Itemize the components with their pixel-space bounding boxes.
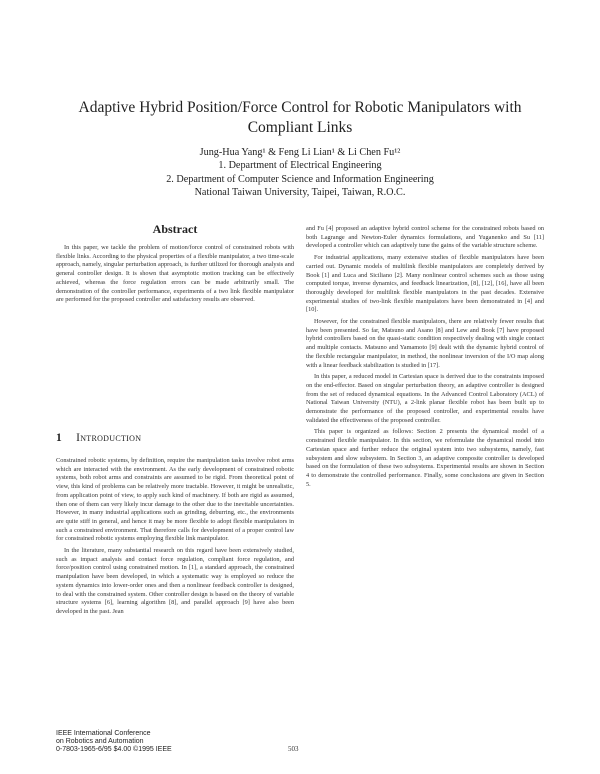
conference-footer (56, 730, 172, 753)
affiliation-3: National Taiwan University, Taipei, Taiwan, R.O.C. (194, 187, 406, 199)
paper-title (40, 98, 560, 138)
paper-title-line-2: Compliant Links (247, 119, 353, 136)
abstract-heading: Abstract (152, 222, 198, 236)
abstract-body (56, 244, 294, 308)
paper-title-line-1: Adaptive Hybrid Position/Force Control for Robotic Manipulators with (78, 99, 522, 116)
section-1-heading (56, 432, 141, 444)
author-block (60, 146, 540, 200)
affiliation-2: 2. Department of Computer Science and Information Engineering (166, 173, 434, 185)
intro-paragraph-2: In the literature, many substantial research on this regard have been extensively studied, such as impact analysis and contact force regulation, compliant force regulation, and force/position control using constrained motion. In [1], a standard approach, the constrained manipulation have been developed, in which a systematic way is employed so reduce the system dynamics into lower-order ones and then a nonlinear feedback controller is designed, to deal with the constrained system. Other controller design is based on the theory of variable structure systems [6], learning algorithm [8], and parallel approach [9] have also been developed in the past. Jean (56, 547, 294, 615)
conference-name-line-2: on Robotics and Automation (56, 737, 144, 745)
abstract-text: In this paper, we tackle the problem of motion/force control of constrained robots with flexible links. According to the physical properties of a flexible manipulator, a two time-scale approach, namely, singular perturbation approach, is further utilized for thorough analysis and general controller design. It is shown that asymptotic motion tracking can be effectively achieved, whereas the force regulation errors can be made arbitrarily small. The demonstration of the controller performance, experiments of a two link flexible manipulator are performed for the proposed controller and satisfactory results are observed. (56, 244, 294, 304)
copyright-code: 0-7803-1965-6/95 $4.00 ©1995 IEEE (56, 745, 172, 753)
right-paragraph-1: and Fu [4] proposed an adaptive hybrid control scheme for the constrained robots based on both Lagrange and Newton-Euler dynamics formulations, and Yuganenko and Su [11] developed a controller which can adaptively tune the gains of the variable structure scheme. (306, 225, 544, 250)
left-column-body (56, 457, 294, 620)
intro-paragraph-1: Constrained robotic systems, by definition, require the manipulation tasks involve robot arms which are interacted with the environment. As the early development of constrained robotic systems, both robot arms and constraints are assumed to be rigid. From theoretical point of view, this kind of problems can be relatively more tractable. However, it might be unrealistic, from application point of view, to apply such kind of machinery. If both are rigid as assumed, then one of them can very likely incur damage to the other due to the inevitable uncertainties. However, in many industrial applications such as grinding, deburring, etc., the environments are quite stiff in general, and hence it may be more flexible to adopt flexible manipulators in such a constrained environment. That therefore calls for development of a proper control law for constrained robotic systems employing flexible link manipulator. (56, 457, 294, 543)
right-paragraph-3: However, for the constrained flexible manipulators, there are relatively fewer results that have been presented. So far, Matsuno and Asano [8] and Lew and Book [7] have proposed hybrid controllers based on the quasi-static condition respectively dealing with single contact and multiple contacts. Matsuno and Yamamoto [9] dealt with the dynamic hybrid control of the flexible rectangular manipulator, in method, the nonlinear inversion of the I/O map along with a linear feedback stabilization is studied in [17]. (306, 318, 544, 369)
section-title: Introduction (76, 432, 142, 444)
right-paragraph-2: For industrial applications, many extensive studies of flexible manipulators have been carried out. Dynamic models of multilink flexible manipulators are completely derived by Book [1] and Luca and Siciliano [2]. Many nonlinear control schemes such as those using computed torque, inverse dynamics, and feedback linearization, [8], [12], [16], have all been thoroughly developed for multilink flexible manipulators in the past decades. Extensive experimental studies of two-link flexible manipulators have been demonstrated in [4] and [10]. (306, 254, 544, 314)
section-number: 1 (56, 432, 63, 444)
affiliation-1: 1. Department of Electrical Engineering (218, 160, 382, 172)
author-names: Jung-Hua Yang¹ & Feng Li Lian¹ & Li Chen Fu¹² (199, 147, 401, 158)
page-number: 503 (288, 745, 299, 753)
right-paragraph-4: In this paper, a reduced model in Cartesian space is derived due to the constraints imposed on the end-effector. Based on singular perturbation theory, an adaptive controller is designed from the set of reduced dynamical equations. In the Advanced Control Laboratory (ACL) of National Taiwan University (NTU), a 2-link planar flexible robot has been built up to demonstrate the performance of the proposed controller, and experimental results have validated the effectiveness of the proposed controller. (306, 373, 544, 424)
right-paragraph-5: This paper is organized as follows: Section 2 presents the dynamical model of a constrained flexible manipulator. In this section, we reformulate the dynamical model into Cartesian space and further reduce the original system into two subsystems, namely, fast subsystem and slow subsystem. In Section 3, an adaptive composite controller is developed based on the formulation of these two subsystems. Experimental results are shown in Section 4 to demonstrate the controlled performance. Finally, some conclusions are given in Section 5. (306, 428, 544, 488)
right-column-body (306, 225, 544, 492)
conference-name-line-1: IEEE International Conference (56, 730, 151, 737)
